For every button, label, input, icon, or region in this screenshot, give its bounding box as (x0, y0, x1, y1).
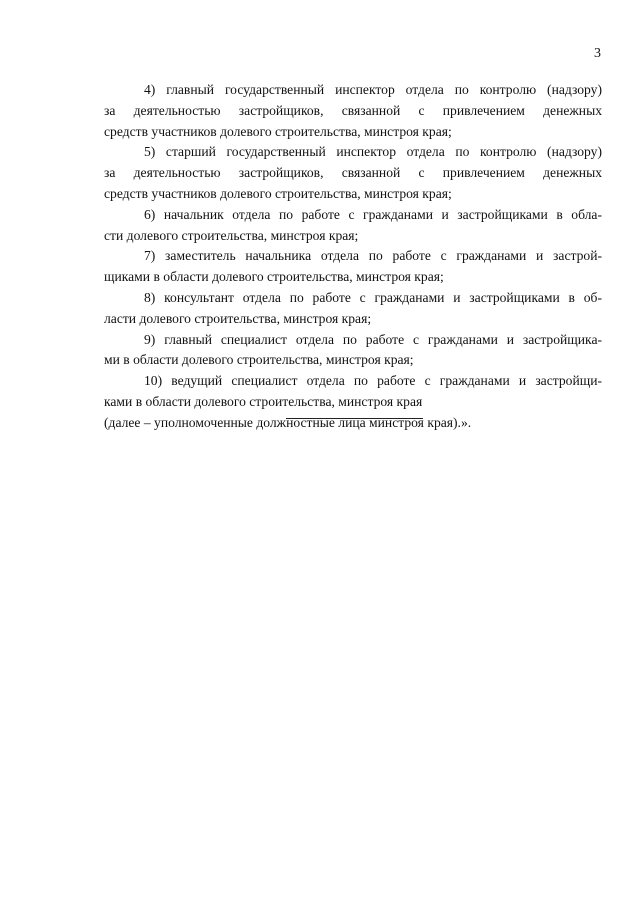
text-line: ласти долевого строительства, минстроя края; (104, 310, 372, 326)
text-line: за деятельностью застройщиков, связанной с привлечением денежных (104, 165, 602, 181)
end-separator-line (286, 418, 423, 419)
text-line: 4) главный государственный инспектор отдела по контролю (надзору) (144, 82, 602, 97)
text-line: средств участников долевого строительства, минстроя края; (104, 123, 452, 139)
text-line: за деятельностью застройщиков, связанной с привлечением денежных (104, 102, 602, 118)
page-number: 3 (594, 46, 601, 61)
text-line: ками в области долевого строительства, минстроя края (104, 393, 423, 409)
text-line: 9) главный специалист отдела по работе с гражданами и застройщика- (144, 331, 602, 347)
text-line: 10) ведущий специалист отдела по работе с гражданами и застройщи- (144, 373, 602, 389)
text-line: сти долевого строительства, минстроя края; (104, 227, 359, 243)
text-line: 7) заместитель начальника отдела по работе с гражданами и застрой- (144, 248, 602, 264)
text-line: (далее – уполномоченные должностные лица минстроя края).». (104, 414, 472, 430)
text-line: 6) начальник отдела по работе с гражданами и застройщиками в обла- (144, 206, 602, 222)
text-line: щиками в области долевого строительства, минстроя края; (104, 269, 444, 285)
text-line: ми в области долевого строительства, минстроя края; (104, 352, 414, 368)
text-line: средств участников долевого строительства, минстроя края; (104, 185, 452, 201)
text-line: 5) старший государственный инспектор отдела по контролю (надзору) (144, 144, 602, 160)
document-body (104, 80, 602, 434)
text-line: 8) консультант отдела по работе с гражданами и застройщиками в об- (144, 289, 602, 305)
